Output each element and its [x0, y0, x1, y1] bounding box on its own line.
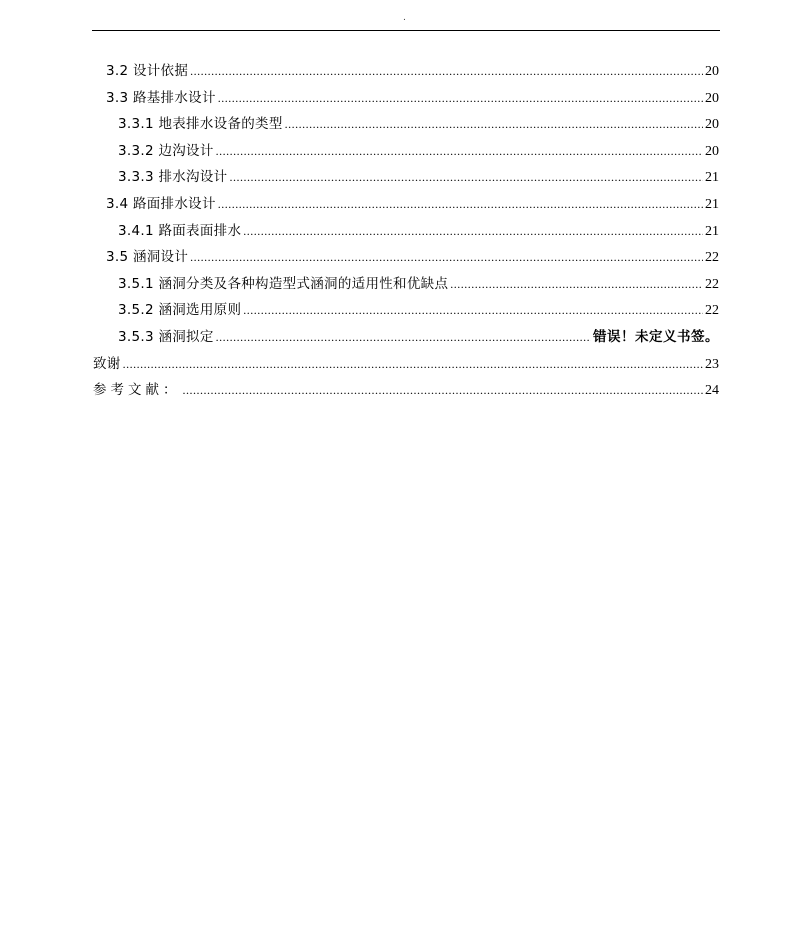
toc-entry-3-5[interactable] — [0, 244, 719, 271]
toc-page-number: 21 — [705, 223, 719, 239]
toc-page-number: 20 — [705, 143, 719, 159]
toc-bookmark-error: 错误！未定义书签。 — [593, 328, 719, 345]
toc-dot-leader — [183, 377, 704, 404]
toc-entry-title: 3.5.2 涵洞选用原则 — [118, 302, 242, 319]
toc-dot-leader — [190, 244, 703, 271]
toc-entry-title: 3.5.3 涵洞拟定 — [118, 328, 214, 345]
toc-entry-title: 参考文献： — [93, 382, 181, 399]
toc-entry-title: 3.5 涵洞设计 — [106, 249, 189, 266]
toc-entry-3-5-3[interactable] — [0, 324, 719, 351]
toc-dot-leader — [218, 85, 703, 112]
toc-entry-title: 3.2 设计依据 — [106, 63, 189, 79]
toc-entry-title: 3.3.2 边沟设计 — [118, 142, 214, 159]
toc-entry-title: 3.3.3 排水沟设计 — [118, 169, 228, 186]
toc-entry-3-3[interactable] — [0, 85, 719, 112]
header-mark: . — [403, 13, 406, 23]
toc-page-number: 22 — [705, 250, 719, 266]
toc-entry-title: 3.4 路面排水设计 — [106, 195, 216, 212]
toc-entry-acknowledgements[interactable] — [0, 351, 719, 378]
toc-entry-3-5-1[interactable] — [0, 271, 719, 298]
toc-entry-title: 3.3.1 地表排水设备的类型 — [118, 116, 283, 133]
toc-dot-leader — [123, 351, 703, 378]
toc-page-number: 20 — [705, 64, 719, 79]
toc-page-number: 20 — [705, 117, 719, 133]
toc-entry-title: 3.4.1 路面表面排水 — [118, 222, 242, 239]
header-rule — [92, 30, 720, 31]
toc-entry-3-3-2[interactable] — [0, 138, 719, 165]
toc-entry-3-4-1[interactable] — [0, 218, 719, 245]
toc-page-number: 22 — [705, 303, 719, 319]
toc-dot-leader — [243, 218, 703, 245]
toc-entry-3-3-3[interactable] — [0, 164, 719, 191]
toc-dot-leader — [216, 324, 591, 351]
toc-page-number: 22 — [705, 276, 719, 292]
toc-entry-title: 3.5.1 涵洞分类及各种构造型式涵洞的适用性和优缺点 — [118, 275, 449, 292]
toc-entry-title: 3.3 路基排水设计 — [106, 89, 216, 106]
toc-entry-title: 致谢 — [93, 355, 121, 372]
toc-dot-leader — [450, 271, 703, 298]
table-of-contents — [0, 58, 789, 404]
toc-entry-3-2[interactable] — [0, 58, 719, 85]
toc-page-number: 24 — [705, 383, 719, 399]
toc-dot-leader — [216, 138, 703, 165]
toc-entry-references[interactable] — [0, 377, 719, 404]
toc-page-number: 23 — [705, 356, 719, 372]
toc-page-number: 21 — [705, 196, 719, 212]
toc-dot-leader — [218, 191, 703, 218]
toc-dot-leader — [285, 111, 703, 138]
toc-dot-leader — [190, 58, 703, 85]
toc-dot-leader — [243, 297, 703, 324]
toc-entry-3-5-2[interactable] — [0, 297, 719, 324]
toc-dot-leader — [229, 164, 703, 191]
toc-entry-3-3-1[interactable] — [0, 111, 719, 138]
toc-entry-3-4[interactable] — [0, 191, 719, 218]
toc-page-number: 20 — [705, 90, 719, 106]
toc-page-number: 21 — [705, 170, 719, 186]
